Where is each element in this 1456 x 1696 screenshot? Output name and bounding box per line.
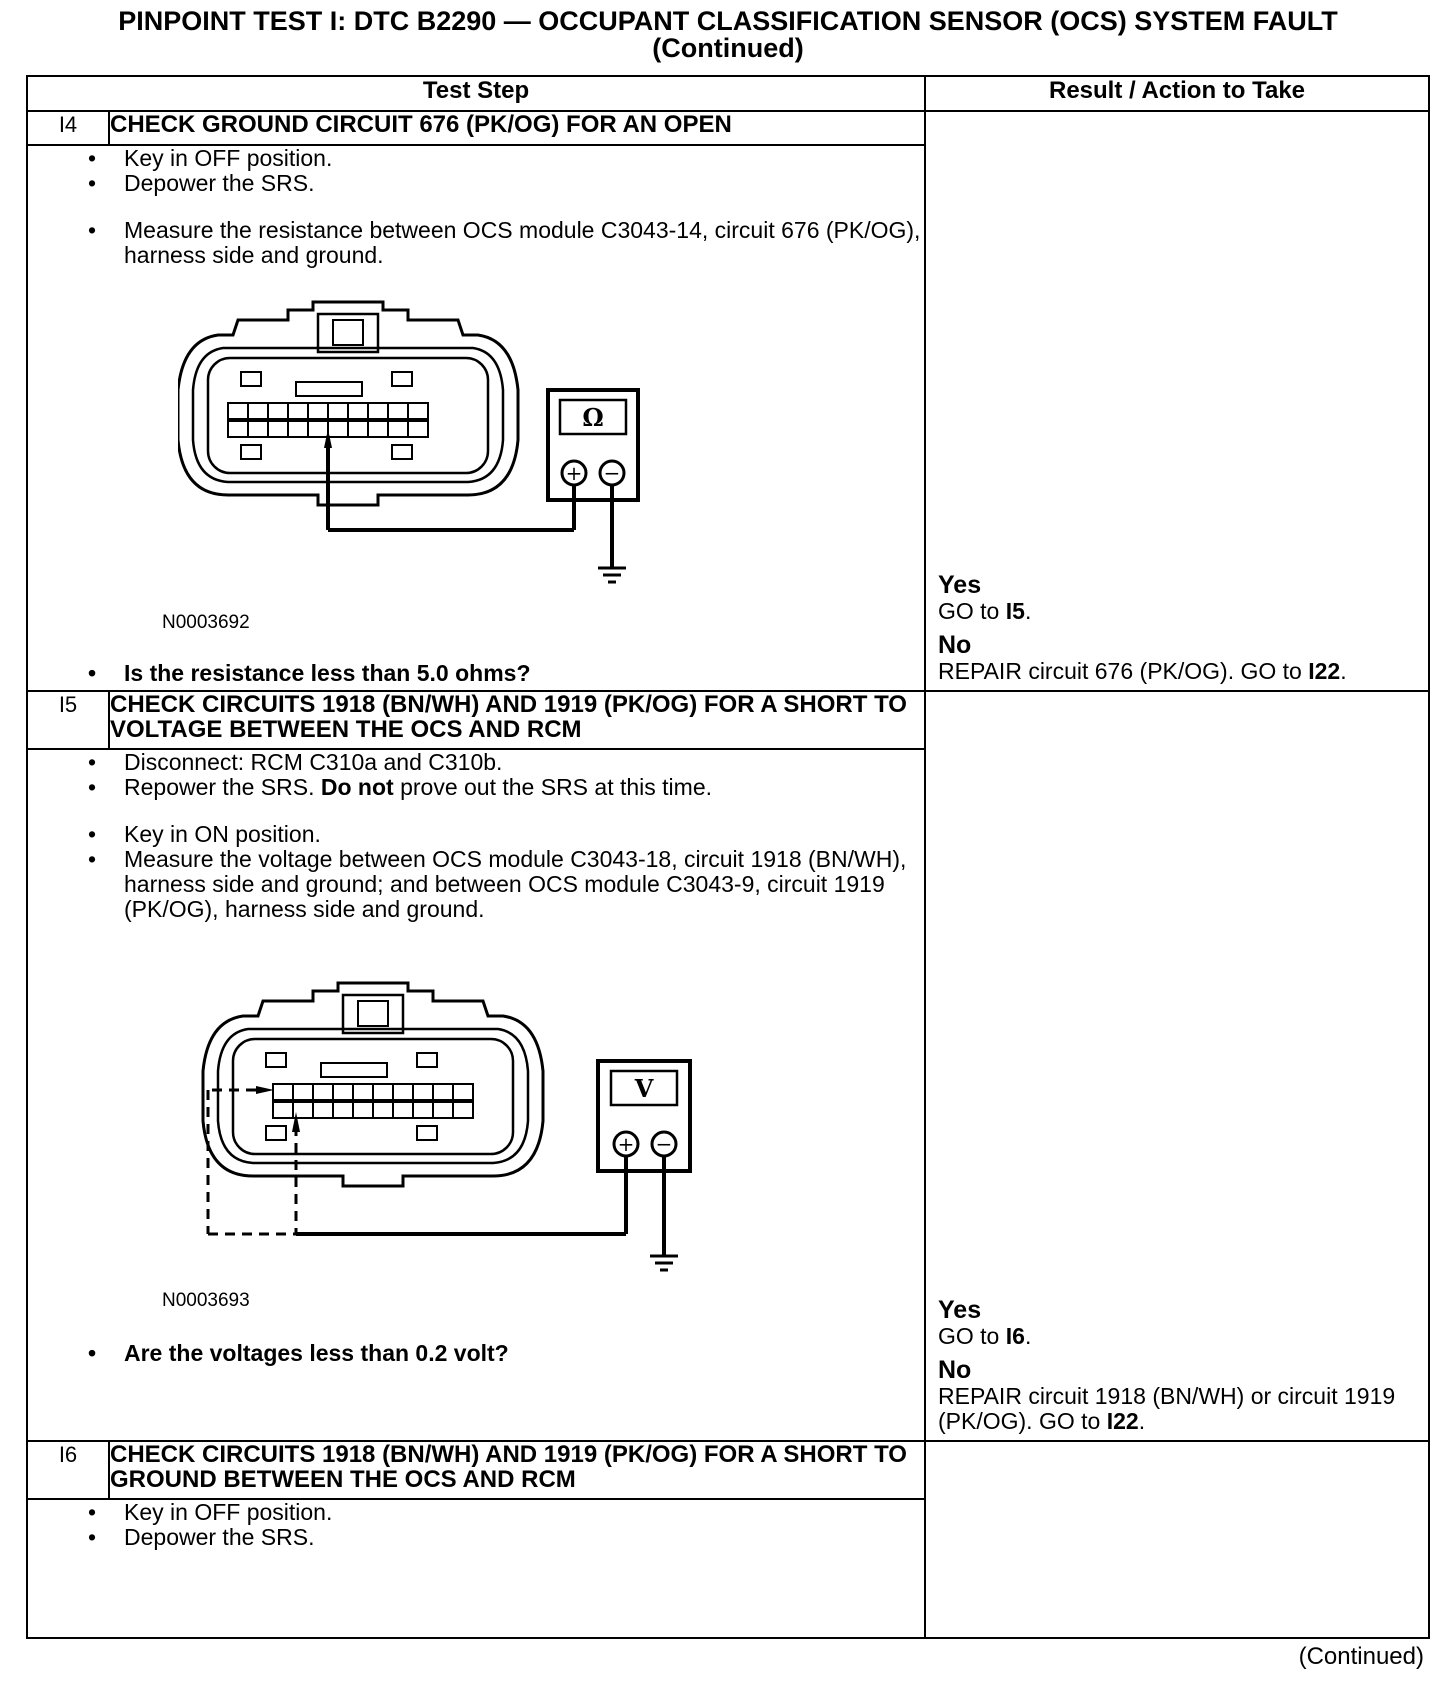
result-yes-label: Yes (938, 1296, 982, 1324)
step-body-i5 (27, 749, 925, 1441)
page-title-line2: (Continued) (652, 33, 804, 63)
step-body-i6 (27, 1499, 925, 1638)
page-title (0, 8, 1456, 62)
result-no-label: No (938, 1356, 972, 1384)
instruction-item: • Measure the resistance between OCS module C3043-14, circuit 676 (PK/OG), harness side and ground. (124, 218, 924, 268)
result-cell-i6 (925, 1441, 1429, 1638)
result-block-i5 (938, 1297, 1420, 1434)
question-i4: • Is the resistance less than 5.0 ohms? (124, 661, 924, 686)
cavity-bottom-right (417, 1126, 437, 1140)
figure-code: N0003693 (162, 1290, 250, 1311)
instruction-item: • Disconnect: RCM C310a and C310b. (124, 750, 924, 775)
volt-symbol: V (634, 1074, 654, 1103)
cavity-top-left (241, 372, 261, 386)
result-yes-label: Yes (938, 571, 982, 599)
step-number-i6: I6 (27, 1441, 109, 1499)
svg-text:+: + (617, 1132, 635, 1156)
step-title-i6: CHECK CIRCUITS 1918 (BN/WH) AND 1919 (PK/OG) FOR A SHORT TO GROUND BETWEEN THE OCS AND RCM (109, 1441, 925, 1499)
goto-step-link[interactable]: I22 (1106, 1408, 1139, 1434)
ohm-symbol: Ω (582, 403, 604, 432)
svg-text:+: + (565, 461, 583, 485)
cavity-bottom-right (392, 445, 412, 459)
result-no-action: REPAIR circuit 1918 (BN/WH) or circuit 1919 (PK/OG). GO to I22. (938, 1383, 1396, 1434)
pin-rows (273, 1084, 473, 1118)
figure-code: N0003692 (162, 612, 250, 633)
continued-footer: (Continued) (1298, 1643, 1424, 1670)
step-title-i5: CHECK CIRCUITS 1918 (BN/WH) AND 1919 (PK/OG) FOR A SHORT TO VOLTAGE BETWEEN THE OCS AND RCM (109, 691, 925, 749)
step-body-i4 (27, 145, 925, 691)
result-no-action: REPAIR circuit 676 (PK/OG). GO to I22. (938, 658, 1347, 684)
step-title-i4: CHECK GROUND CIRCUIT 676 (PK/OG) FOR AN OPEN (109, 111, 925, 145)
svg-text:−: − (655, 1132, 673, 1156)
instruction-item: • Key in ON position. (124, 822, 924, 847)
instruction-item: • Measure the voltage between OCS module C3043-18, circuit 1918 (BN/WH), harness side and ground; and between OCS module C3043-9, circuit 1919 (PK/OG), harness side and ground. (124, 847, 924, 922)
result-cell-i4 (925, 111, 1429, 691)
probe-tip-pin9 (256, 1086, 274, 1094)
ohmmeter-connector-diagram (178, 280, 738, 610)
instruction-list (28, 146, 924, 268)
cavity-top-left (266, 1053, 286, 1067)
instruction-item: • Key in OFF position. (124, 146, 924, 171)
ground-symbol (650, 1256, 678, 1270)
instruction-item: • Depower the SRS. (124, 171, 924, 196)
instruction-list (28, 1500, 924, 1550)
voltmeter-connector-diagram (178, 966, 738, 1286)
result-yes-action: GO to I6. (938, 1323, 1032, 1349)
cavity-top-right (417, 1053, 437, 1067)
goto-step-link[interactable]: I6 (1005, 1323, 1025, 1349)
instruction-item: • Repower the SRS. Do not prove out the SRS at this time. (124, 775, 924, 800)
ground-symbol (598, 568, 626, 582)
instruction-item: • Key in OFF position. (124, 1500, 924, 1525)
svg-text:−: − (603, 461, 621, 485)
result-block-i4 (938, 572, 1420, 684)
page-title-line1: PINPOINT TEST I: DTC B2290 — OCCUPANT CLASSIFICATION SENSOR (OCS) SYSTEM FAULT (118, 6, 1338, 36)
result-yes-action: GO to I5. (938, 598, 1032, 624)
instruction-list (28, 750, 924, 922)
cavity-bottom-left (241, 445, 261, 459)
column-header-test-step: Test Step (27, 76, 925, 111)
step-number-i4: I4 (27, 111, 109, 145)
column-header-result: Result / Action to Take (925, 76, 1429, 111)
goto-step-link[interactable]: I22 (1308, 658, 1341, 684)
goto-step-link[interactable]: I5 (1005, 598, 1025, 624)
pinpoint-test-table (26, 75, 1430, 1639)
result-no-label: No (938, 631, 972, 659)
step-number-i5: I5 (27, 691, 109, 749)
result-cell-i5 (925, 691, 1429, 1441)
cavity-bottom-left (266, 1126, 286, 1140)
question-i5: • Are the voltages less than 0.2 volt? (124, 1341, 924, 1366)
instruction-item: • Depower the SRS. (124, 1525, 924, 1550)
cavity-top-right (392, 372, 412, 386)
